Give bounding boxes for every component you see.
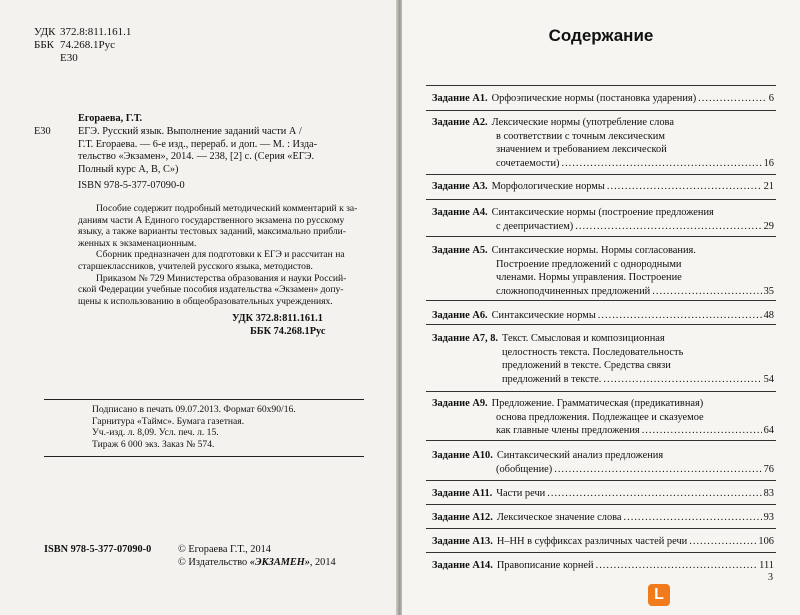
toc-page-number: 16 <box>763 157 774 169</box>
toc-line <box>432 244 774 258</box>
toc-line <box>432 559 774 573</box>
toc-leader-dots <box>554 463 761 477</box>
toc-separator <box>426 391 776 392</box>
toc-leader-dots <box>598 309 762 323</box>
toc-line <box>432 309 774 323</box>
toc-line <box>432 116 774 130</box>
toc-leader-dots <box>547 487 761 501</box>
toc-line <box>432 332 774 346</box>
toc-separator <box>426 552 776 553</box>
toc-entry <box>432 180 774 194</box>
imprint-rule-bottom <box>44 456 364 457</box>
toc-entry <box>432 449 774 476</box>
bib-line: Г.Т. Егораева. — 6-е изд., перераб. и доп. — М. : Изда- <box>78 138 318 150</box>
toc-line <box>432 157 774 171</box>
toc-task-label: Задание А3. <box>432 181 488 192</box>
annotation <box>78 203 366 307</box>
toc-separator <box>426 300 776 301</box>
udk-bottom: УДК 372.8:811.161.1 <box>232 313 323 324</box>
page-number: 3 <box>768 572 773 583</box>
toc-task-label: Задание А9. <box>432 398 488 409</box>
toc-line <box>432 487 774 501</box>
toc-line-text: сочетаемости) <box>496 157 560 169</box>
toc-page-number: 64 <box>763 425 774 437</box>
toc-line <box>432 346 774 360</box>
toc-page-number: 54 <box>763 373 774 385</box>
toc-line <box>432 220 774 234</box>
imprint-line: Подписано в печать 09.07.2013. Формат 60x90/16. <box>92 404 296 415</box>
toc-page-number: 48 <box>763 310 774 321</box>
toc-line-text: Правописание корней <box>496 560 594 571</box>
imprint-line: Уч.-изд. л. 8,09. Усл. печ. л. 15. <box>92 427 219 439</box>
isbn-line: ISBN 978-5-377-07090-0 <box>78 180 185 192</box>
toc-title: Содержание <box>548 26 654 45</box>
toc-line <box>432 535 774 549</box>
toc-line-text: с деепричастием) <box>496 220 574 232</box>
right-page <box>402 0 800 615</box>
toc-entry <box>432 332 774 386</box>
toc-task-label: Задание А1. <box>432 93 488 104</box>
toc-line-text: членами. Нормы управления. Построение <box>496 272 682 284</box>
publisher-name: «ЭКЗАМЕН» <box>249 557 310 568</box>
toc-line-text: Лексические нормы (употребление слова <box>491 117 674 128</box>
author-heading: Егораева, Г.Т. <box>78 113 143 124</box>
imprint-line: Тираж 6 000 экз. Заказ № 574. <box>92 438 215 450</box>
toc-separator <box>426 110 776 111</box>
toc-line-text: Синтаксические нормы <box>491 310 596 321</box>
toc-task-label: Задание А10. <box>432 450 493 461</box>
toc-line-text: Части речи <box>496 488 546 499</box>
toc-line <box>432 143 774 157</box>
toc-line-text: предложений в тексте. <box>502 373 602 385</box>
toc-line-text: сложноподчиненных предложений <box>496 285 651 297</box>
toc-line <box>432 92 774 106</box>
annotation-line: женных к экзаменационным. <box>78 237 197 249</box>
toc-leader-dots <box>624 511 762 525</box>
annotation-line: старшеклассников, учителей русского языка, методистов. <box>78 260 313 272</box>
toc-task-label: Задание А11. <box>432 488 493 499</box>
annotation-line: языку, а также варианты тестовых заданий, максимально прибли- <box>78 226 346 238</box>
toc-line <box>432 285 774 299</box>
toc-separator <box>426 480 776 481</box>
imprint-rule-top <box>44 399 364 400</box>
toc-line-text: (обобщение) <box>496 463 553 475</box>
toc-line <box>432 271 774 285</box>
toc-entry <box>432 511 774 525</box>
toc-line <box>432 206 774 220</box>
toc-entry <box>432 309 774 323</box>
toc-separator <box>426 504 776 505</box>
toc-line-text: Синтаксические нормы (построение предложения <box>491 207 714 218</box>
toc-line <box>432 424 774 438</box>
author-code: Е30 <box>60 52 78 64</box>
toc-leader-dots <box>652 285 761 299</box>
toc-line-text: в соответствии с точным лексическим <box>496 130 665 142</box>
annotation-line: даниям части А Единого государственного экзамена по русскому <box>78 214 345 226</box>
toc-separator <box>426 528 776 529</box>
toc-task-label: Задание А4. <box>432 207 488 218</box>
toc-line <box>432 130 774 144</box>
toc-page-number: 93 <box>763 512 774 523</box>
copyright-author: © Егораева Г.Т., 2014 <box>178 544 271 555</box>
toc-task-label: Задание А13. <box>432 536 493 547</box>
toc-page-number: 35 <box>763 285 774 297</box>
copyright-publisher <box>178 557 336 570</box>
toc-line <box>432 258 774 272</box>
bbk-bottom: ББК 74.268.1Рус <box>250 326 326 337</box>
toc-leader-dots <box>575 220 761 234</box>
toc-line-text: Синтаксические нормы. Нормы согласования. <box>491 245 696 256</box>
toc-line <box>432 397 774 411</box>
udk-label: УДК <box>34 26 56 38</box>
toc-separator <box>426 199 776 200</box>
toc-line <box>432 463 774 477</box>
toc-leader-dots <box>561 157 761 171</box>
toc-page-number: 6 <box>768 93 774 104</box>
toc-line-text: Морфологические нормы <box>491 181 605 192</box>
toc-line-text: Н–НН в суффиксах различных частей речи <box>496 536 688 547</box>
toc-leader-dots <box>642 424 762 438</box>
toc-leader-dots <box>596 559 758 573</box>
isbn-bottom: ISBN 978-5-377-07090-0 <box>44 544 152 555</box>
labirint-logo-icon: L <box>648 584 670 606</box>
toc-page-number: 29 <box>763 220 774 232</box>
annotation-line: Пособие содержит подробный методический комментарий к за- <box>96 203 358 214</box>
copyright-publisher-year: , 2014 <box>309 557 336 568</box>
toc-leader-dots <box>689 535 756 549</box>
toc-line-text: Орфоэпические нормы (постановка ударения) <box>491 93 697 104</box>
copyright-publisher-prefix: © Издательство <box>178 557 250 568</box>
bibliographic-description <box>78 126 317 193</box>
annotation-line: Приказом № 729 Министерства образования и науки Россий- <box>96 272 347 284</box>
toc-leader-dots <box>698 92 767 106</box>
toc-separator <box>426 324 776 325</box>
toc-page-number: 111 <box>759 560 774 571</box>
toc-line <box>432 411 774 425</box>
toc-entry <box>432 206 774 233</box>
toc-entry <box>432 487 774 501</box>
toc-entry <box>432 116 774 170</box>
toc-rule-top <box>426 85 776 86</box>
toc-line-text: как главные члены предложения <box>496 425 640 437</box>
toc-entry <box>432 244 774 298</box>
annotation-line: Сборник предназначен для подготовки к ЕГЭ и рассчитан на <box>96 249 345 261</box>
toc-line-text: Предложение. Грамматическая (предикативная) <box>491 398 704 409</box>
toc-line <box>432 449 774 463</box>
imprint-block <box>92 404 296 450</box>
toc-line-text: Синтаксический анализ предложения <box>496 450 664 461</box>
toc-entry <box>432 92 774 106</box>
toc-line-text: предложений в тексте. Средства связи <box>502 360 671 372</box>
imprint-line: Гарнитура «Таймс». Бумага газетная. <box>92 415 245 427</box>
toc-page-number: 76 <box>763 463 774 475</box>
toc-line-text: Лексическое значение слова <box>496 512 622 523</box>
author-code-side: Е30 <box>34 126 51 137</box>
toc-entry <box>432 397 774 438</box>
toc-leader-dots <box>603 373 761 387</box>
bib-line: тельство «Экзамен», 2014. — 238, [2] с. (Серия «ЕГЭ. <box>78 151 315 163</box>
toc-task-label: Задание А7, 8. <box>432 333 499 344</box>
toc-page-number: 21 <box>763 181 774 192</box>
toc-line <box>432 359 774 373</box>
toc-line <box>432 373 774 387</box>
toc-separator <box>426 236 776 237</box>
toc-line-text: Текст. Смысловая и композиционная <box>502 333 665 344</box>
udk-value: 372.8:811.161.1 <box>60 26 132 38</box>
bib-line: Полный курс А, В, С») <box>78 163 179 175</box>
toc-task-label: Задание А14. <box>432 560 493 571</box>
toc-leader-dots <box>607 180 762 194</box>
toc-task-label: Задание А6. <box>432 310 488 321</box>
classification-block <box>34 26 131 65</box>
toc-line <box>432 511 774 525</box>
toc-entry <box>432 535 774 549</box>
annotation-line: щены к использованию в общеобразовательных учреждениях. <box>78 295 333 307</box>
bbk-label: ББК <box>34 39 54 51</box>
toc-task-label: Задание А2. <box>432 117 488 128</box>
bbk-value: 74.268.1Рус <box>60 39 115 51</box>
left-page <box>0 0 398 615</box>
toc-line-text: значением и требованием лексической <box>496 144 667 156</box>
toc-line-text: основа предложения. Подлежащее и сказуемое <box>496 411 704 423</box>
toc-page-number: 106 <box>758 536 774 547</box>
toc-task-label: Задание А12. <box>432 512 493 523</box>
toc-separator <box>426 174 776 175</box>
toc-task-label: Задание А5. <box>432 245 488 256</box>
bib-line: ЕГЭ. Русский язык. Выполнение заданий части А / <box>78 126 302 137</box>
annotation-line: ской Федерации учебные пособия издательства «Экзамен» допу- <box>78 284 344 296</box>
toc-line <box>432 180 774 194</box>
toc-page-number: 83 <box>763 488 774 499</box>
toc-line-text: Построение предложений с однородными <box>496 258 682 270</box>
toc-separator <box>426 440 776 441</box>
toc-line-text: целостность текста. Последовательность <box>502 346 684 358</box>
toc-entry <box>432 559 774 573</box>
